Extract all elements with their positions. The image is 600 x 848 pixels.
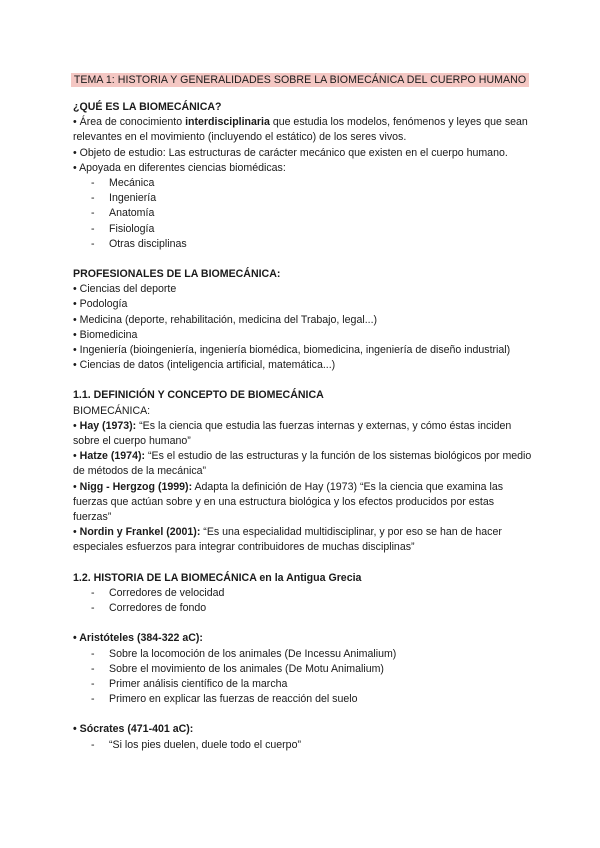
dash-marker: - bbox=[91, 586, 95, 599]
bullet: • bbox=[73, 344, 77, 357]
definition-text: “Es una especialidad multidisciplinar, y por eso se han de hacer especiales esfuerzos para integrar contribuidores de muchas disciplinas” bbox=[73, 526, 502, 554]
section-heading: PROFESIONALES DE LA BIOMECÁNICA: bbox=[73, 268, 281, 281]
bullet: • bbox=[73, 298, 77, 311]
list-item bbox=[73, 647, 533, 662]
list-item-text: Ingeniería (bioingeniería, ingeniería biomédica, biomedicina, ingeniería de diseño industrial) bbox=[79, 344, 511, 357]
subsection-heading bbox=[73, 631, 533, 646]
bullet: • bbox=[73, 161, 77, 174]
bullet: • bbox=[73, 328, 77, 341]
bullet: • bbox=[73, 116, 77, 129]
subheading: BIOMECÁNICA: bbox=[73, 404, 151, 417]
list-item-text: Corredores de fondo bbox=[109, 602, 207, 615]
dash-marker: - bbox=[91, 677, 95, 690]
list-item-text: Podología bbox=[79, 298, 128, 311]
definition bbox=[73, 525, 533, 555]
list-item-text: Primer análisis científico de la marcha bbox=[109, 677, 288, 690]
spacer bbox=[73, 556, 533, 571]
bullet: • bbox=[73, 450, 77, 463]
list-item bbox=[73, 358, 533, 373]
text: Objeto de estudio: Las estructuras de carácter mecánico que existen en el cuerpo humano. bbox=[79, 146, 508, 159]
list-item bbox=[73, 677, 533, 692]
text: Apoyada en diferentes ciencias biomédicas: bbox=[79, 161, 286, 174]
list-item bbox=[73, 343, 533, 358]
dash-marker: - bbox=[91, 177, 95, 190]
bullet: • bbox=[73, 526, 77, 539]
definition-text: Adapta la definición de Hay (1973) “Es la ciencia que examina las fuerzas que actúan sobre y en una estructura biológica y los efectos producidos por estas fuerzas” bbox=[73, 480, 504, 524]
list-item bbox=[73, 313, 533, 328]
definition-author: Hay (1973): bbox=[79, 419, 137, 432]
dash-marker: - bbox=[91, 602, 95, 615]
list-item-text: Primero en explicar las fuerzas de reacción del suelo bbox=[109, 693, 358, 706]
spacer bbox=[73, 707, 533, 722]
dash-marker: - bbox=[91, 647, 95, 660]
section-heading: 1.2. HISTORIA DE LA BIOMECÁNICA en la Antigua Grecia bbox=[73, 571, 362, 584]
list-item-text: Otras disciplinas bbox=[109, 237, 187, 250]
dash-marker: - bbox=[91, 222, 95, 235]
definition bbox=[73, 419, 533, 449]
spacer bbox=[73, 373, 533, 388]
list-item-text: Corredores de velocidad bbox=[109, 586, 225, 599]
list-item-text: Ciencias de datos (inteligencia artificial, matemática...) bbox=[79, 359, 336, 372]
bullet: • bbox=[73, 480, 77, 493]
definition-author: Nigg - Hergzog (1999): bbox=[79, 480, 193, 493]
definition-author: Hatze (1974): bbox=[79, 450, 146, 463]
dash-marker: - bbox=[91, 192, 95, 205]
list-item bbox=[73, 738, 533, 753]
bullet: • bbox=[73, 283, 77, 296]
list-item bbox=[73, 191, 533, 206]
dash-marker: - bbox=[91, 693, 95, 706]
list-item-text: Biomedicina bbox=[79, 328, 138, 341]
bullet: • bbox=[73, 359, 77, 372]
paragraph bbox=[73, 161, 533, 176]
list-item-text: Ingeniería bbox=[109, 192, 157, 205]
definition bbox=[73, 449, 533, 479]
dash-marker: - bbox=[91, 207, 95, 220]
spacer bbox=[73, 616, 533, 631]
list-item-text: Ciencias del deporte bbox=[79, 283, 177, 296]
section-heading: ¿QUÉ ES LA BIOMECÁNICA? bbox=[73, 101, 222, 113]
list-item bbox=[73, 586, 533, 601]
list-item bbox=[73, 176, 533, 191]
bullet: • bbox=[73, 313, 77, 326]
definition-author: Nordin y Frankel (2001): bbox=[79, 526, 201, 539]
dash-marker: - bbox=[91, 237, 95, 250]
section-heading: 1.1. DEFINICIÓN Y CONCEPTO DE BIOMECÁNICA bbox=[73, 389, 324, 402]
list-item bbox=[73, 237, 533, 252]
subsection-heading-text: Sócrates (471-401 aC): bbox=[79, 723, 194, 736]
bullet: • bbox=[73, 419, 77, 432]
document-body bbox=[73, 100, 533, 753]
bullet: • bbox=[73, 146, 77, 159]
text: que estudia los modelos, fenómenos y leyes que sean relevantes en el movimiento (incluyendo el estático) de los seres vivos. bbox=[73, 116, 528, 144]
title-wrap bbox=[0, 70, 600, 88]
list-item bbox=[73, 297, 533, 312]
list-item bbox=[73, 206, 533, 221]
definition bbox=[73, 480, 533, 526]
dash-marker: - bbox=[91, 662, 95, 675]
list-item bbox=[73, 282, 533, 297]
paragraph bbox=[73, 146, 533, 161]
dash-marker: - bbox=[91, 738, 95, 751]
list-item-text: Sobre la locomoción de los animales (De Incessu Animalium) bbox=[109, 647, 397, 660]
list-item-text: Sobre el movimiento de los animales (De Motu Animalium) bbox=[109, 662, 384, 675]
bold-text: interdisciplinaria bbox=[185, 116, 270, 129]
list-item-text: Mecánica bbox=[109, 177, 155, 190]
bullet: • bbox=[73, 632, 77, 645]
page-title: TEMA 1: HISTORIA Y GENERALIDADES SOBRE LA BIOMECÁNICA DEL CUERPO HUMANO bbox=[71, 73, 529, 87]
list-item-text: “Si los pies duelen, duele todo el cuerpo” bbox=[109, 738, 301, 751]
spacer bbox=[73, 252, 533, 267]
text: Área de conocimiento bbox=[79, 116, 186, 129]
list-item bbox=[73, 328, 533, 343]
list-item-text: Fisiología bbox=[109, 222, 155, 235]
list-item-text: Medicina (deporte, rehabilitación, medicina del Trabajo, legal...) bbox=[79, 313, 378, 326]
subsection-heading-text: Aristóteles (384-322 aC): bbox=[79, 632, 203, 645]
definition-text: “Es la ciencia que estudia las fuerzas internas y externas, y cómo éstas inciden sobre el cuerpo humano” bbox=[73, 419, 512, 448]
bullet: • bbox=[73, 723, 77, 736]
list-item bbox=[73, 222, 533, 237]
list-item bbox=[73, 692, 533, 707]
list-item bbox=[73, 601, 533, 616]
list-item bbox=[73, 662, 533, 677]
definition-text: “Es el estudio de las estructuras y la función de los sistemas biológicos por medio de métodos de la mecánica” bbox=[73, 450, 532, 478]
paragraph bbox=[73, 115, 533, 145]
list-item-text: Anatomía bbox=[109, 207, 155, 220]
subsection-heading bbox=[73, 722, 533, 737]
